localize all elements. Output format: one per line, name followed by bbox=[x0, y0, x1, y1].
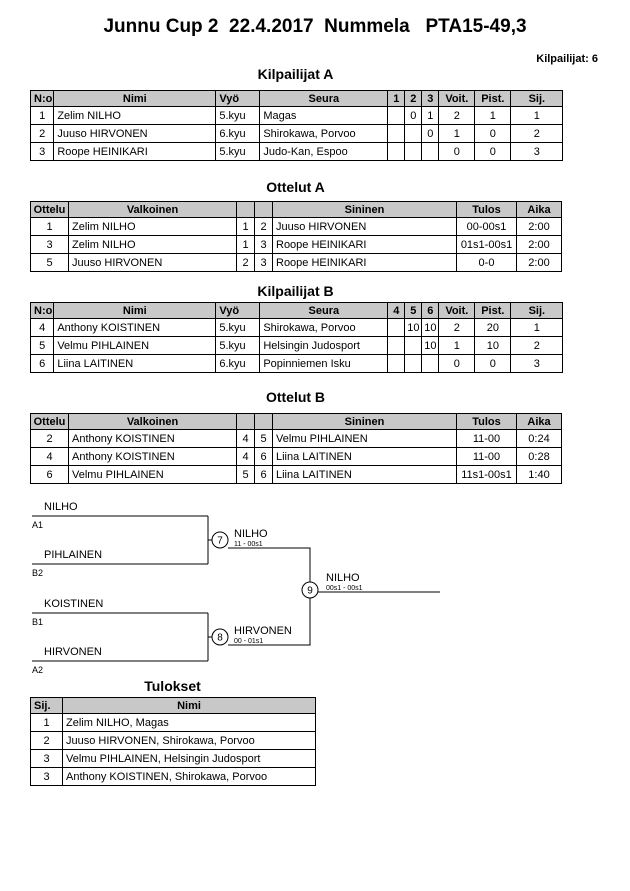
cell-seura: Shirokawa, Porvoo bbox=[260, 125, 388, 143]
cell-sij: 2 bbox=[511, 125, 563, 143]
cell-seura: Shirokawa, Porvoo bbox=[260, 319, 388, 337]
col-header-blue-number bbox=[255, 414, 273, 430]
col-header-vyo: Vyö bbox=[216, 303, 260, 319]
cell-match-number: 4 bbox=[31, 448, 69, 466]
competitor-row bbox=[31, 143, 563, 161]
kilpailijat-a-table bbox=[30, 90, 563, 161]
cell-blue-seed: 2 bbox=[255, 218, 273, 236]
cell-sij: 1 bbox=[511, 107, 563, 125]
col-header-voit: Voit. bbox=[439, 91, 475, 107]
cell-pist: 0 bbox=[475, 143, 511, 161]
cell-match-3 bbox=[422, 143, 439, 161]
cell-match-1 bbox=[388, 107, 405, 125]
cell-no: 3 bbox=[31, 143, 54, 161]
cell-white-seed: 4 bbox=[237, 430, 255, 448]
cell-white-seed: 4 bbox=[237, 448, 255, 466]
col-header-vyo: Vyö bbox=[216, 91, 260, 107]
cell-result: 0-0 bbox=[457, 254, 517, 272]
cell-white-name: Zelim NILHO bbox=[69, 236, 237, 254]
cell-blue-name: Roope HEINIKARI bbox=[273, 254, 457, 272]
cell-seura: Popinniemen Isku bbox=[260, 355, 388, 373]
col-header-seura: Seura bbox=[260, 91, 388, 107]
section-heading-kilpailijat-b: Kilpailijat B bbox=[257, 283, 334, 299]
col-header-match-3: 3 bbox=[422, 91, 439, 107]
cell-white-seed: 1 bbox=[237, 236, 255, 254]
cell-match-number: 6 bbox=[31, 466, 69, 484]
page-title: Junnu Cup 2 22.4.2017 Nummela PTA15-49,3 bbox=[103, 16, 527, 37]
match-row bbox=[31, 236, 562, 254]
cell-blue-name: Liina LAITINEN bbox=[273, 466, 457, 484]
col-header-seura: Seura bbox=[260, 303, 388, 319]
match-9-number: 9 bbox=[307, 585, 313, 597]
cell-placement: 3 bbox=[31, 750, 63, 768]
cell-match-number: 1 bbox=[31, 218, 69, 236]
col-header-no: N:o bbox=[31, 91, 54, 107]
cell-blue-seed: 3 bbox=[255, 236, 273, 254]
match-8-score: 00 - 01s1 bbox=[234, 638, 264, 645]
col-header-pist: Pist. bbox=[475, 303, 511, 319]
cell-white-seed: 1 bbox=[237, 218, 255, 236]
col-header-tulos: Tulos bbox=[457, 414, 517, 430]
result-row bbox=[31, 714, 316, 732]
col-header-voit: Voit. bbox=[439, 303, 475, 319]
cell-sij: 3 bbox=[511, 355, 563, 373]
cell-nimi: Juuso HIRVONEN bbox=[54, 125, 216, 143]
col-header-sij: Sij. bbox=[511, 91, 563, 107]
match-row bbox=[31, 466, 562, 484]
col-header-white-number bbox=[237, 414, 255, 430]
bracket-slot-b2-code: B2 bbox=[32, 568, 44, 578]
col-header-aika: Aika bbox=[517, 414, 562, 430]
result-row bbox=[31, 750, 316, 768]
ottelut-a-table bbox=[30, 201, 562, 272]
cell-white-name: Anthony KOISTINEN bbox=[69, 430, 237, 448]
col-header-aika: Aika bbox=[517, 202, 562, 218]
cell-vyo: 5.kyu bbox=[216, 337, 260, 355]
col-header-valkoinen: Valkoinen bbox=[69, 414, 237, 430]
match-9-winner: NILHO bbox=[326, 572, 360, 584]
col-header-tulos: Tulos bbox=[457, 202, 517, 218]
cell-match-6: 10 bbox=[422, 337, 439, 355]
cell-placement: 3 bbox=[31, 768, 63, 786]
cell-name-club: Juuso HIRVONEN, Shirokawa, Porvoo bbox=[63, 732, 316, 750]
cell-nimi: Roope HEINIKARI bbox=[54, 143, 216, 161]
cell-match-number: 5 bbox=[31, 254, 69, 272]
match-row bbox=[31, 254, 562, 272]
cell-match-4 bbox=[388, 319, 405, 337]
cell-result: 00-00s1 bbox=[457, 218, 517, 236]
cell-voit: 2 bbox=[439, 107, 475, 125]
cell-white-name: Velmu PIHLAINEN bbox=[69, 466, 237, 484]
ottelut-b-table bbox=[30, 413, 562, 484]
cell-result: 11s1-00s1 bbox=[457, 466, 517, 484]
cell-white-name: Anthony KOISTINEN bbox=[69, 448, 237, 466]
cell-placement: 1 bbox=[31, 714, 63, 732]
col-header-pist: Pist. bbox=[475, 91, 511, 107]
cell-match-number: 2 bbox=[31, 430, 69, 448]
cell-seura: Magas bbox=[260, 107, 388, 125]
match-8-number: 8 bbox=[217, 632, 223, 644]
cell-match-2 bbox=[405, 125, 422, 143]
bracket-slot-a1-code: A1 bbox=[32, 520, 44, 530]
cell-sij: 3 bbox=[511, 143, 563, 161]
cell-voit: 1 bbox=[439, 125, 475, 143]
cell-match-1 bbox=[388, 125, 405, 143]
cell-name-club: Zelim NILHO, Magas bbox=[63, 714, 316, 732]
cell-pist: 20 bbox=[475, 319, 511, 337]
cell-no: 2 bbox=[31, 125, 54, 143]
col-header-sininen: Sininen bbox=[273, 414, 457, 430]
cell-blue-seed: 6 bbox=[255, 466, 273, 484]
bracket-slot-a1-name: NILHO bbox=[44, 501, 78, 513]
match-row bbox=[31, 448, 562, 466]
cell-placement: 2 bbox=[31, 732, 63, 750]
cell-nimi: Velmu PIHLAINEN bbox=[54, 337, 216, 355]
cell-no: 5 bbox=[31, 337, 54, 355]
cell-pist: 0 bbox=[475, 125, 511, 143]
cell-match-6: 10 bbox=[422, 319, 439, 337]
bracket-slot-a2-name: HIRVONEN bbox=[44, 646, 102, 658]
cell-no: 4 bbox=[31, 319, 54, 337]
col-header-sij: Sij. bbox=[31, 698, 63, 714]
cell-match-4 bbox=[388, 355, 405, 373]
cell-seura: Judo-Kan, Espoo bbox=[260, 143, 388, 161]
cell-pist: 1 bbox=[475, 107, 511, 125]
cell-vyo: 6.kyu bbox=[216, 125, 260, 143]
cell-white-name: Juuso HIRVONEN bbox=[69, 254, 237, 272]
col-header-match-5: 5 bbox=[405, 303, 422, 319]
cell-nimi: Zelim NILHO bbox=[54, 107, 216, 125]
competitor-row bbox=[31, 107, 563, 125]
cell-time: 2:00 bbox=[517, 218, 562, 236]
match-row bbox=[31, 430, 562, 448]
cell-sij: 2 bbox=[511, 337, 563, 355]
cell-match-3: 0 bbox=[422, 125, 439, 143]
competitors-count-label: Kilpailijat: 6 bbox=[536, 53, 598, 65]
cell-no: 1 bbox=[31, 107, 54, 125]
match-7-winner: NILHO bbox=[234, 528, 268, 540]
bracket-slot-a2-code: A2 bbox=[32, 665, 44, 675]
cell-blue-seed: 6 bbox=[255, 448, 273, 466]
col-header-sininen: Sininen bbox=[273, 202, 457, 218]
col-header-valkoinen: Valkoinen bbox=[69, 202, 237, 218]
table-header-row bbox=[31, 202, 562, 218]
cell-match-1 bbox=[388, 143, 405, 161]
col-header-nimi: Nimi bbox=[54, 91, 216, 107]
match-7-score: 11 - 00s1 bbox=[234, 541, 263, 548]
bracket-slot-b1-name: KOISTINEN bbox=[44, 598, 104, 610]
cell-blue-name: Roope HEINIKARI bbox=[273, 236, 457, 254]
section-heading-ottelut-b: Ottelut B bbox=[265, 389, 326, 405]
section-heading-kilpailijat-a: Kilpailijat A bbox=[257, 66, 334, 82]
col-header-match-4: 4 bbox=[388, 303, 405, 319]
cell-seura: Helsingin Judosport bbox=[260, 337, 388, 355]
competitor-row bbox=[31, 337, 563, 355]
cell-blue-name: Juuso HIRVONEN bbox=[273, 218, 457, 236]
cell-result: 01s1-00s1 bbox=[457, 236, 517, 254]
cell-sij: 1 bbox=[511, 319, 563, 337]
table-header-row bbox=[31, 303, 563, 319]
result-row bbox=[31, 732, 316, 750]
match-7-number: 7 bbox=[217, 535, 223, 547]
table-header-row bbox=[31, 91, 563, 107]
col-header-blue-number bbox=[255, 202, 273, 218]
cell-match-3: 1 bbox=[422, 107, 439, 125]
col-header-ottelu: Ottelu bbox=[31, 414, 69, 430]
cell-voit: 0 bbox=[439, 355, 475, 373]
cell-vyo: 6.kyu bbox=[216, 355, 260, 373]
result-row bbox=[31, 768, 316, 786]
cell-result: 11-00 bbox=[457, 430, 517, 448]
bracket-slot-b1-code: B1 bbox=[32, 617, 44, 627]
col-header-ottelu: Ottelu bbox=[31, 202, 69, 218]
cell-match-2 bbox=[405, 143, 422, 161]
cell-match-5 bbox=[405, 355, 422, 373]
cell-blue-name: Liina LAITINEN bbox=[273, 448, 457, 466]
cell-match-6 bbox=[422, 355, 439, 373]
cell-nimi: Anthony KOISTINEN bbox=[54, 319, 216, 337]
cell-match-4 bbox=[388, 337, 405, 355]
match-row bbox=[31, 218, 562, 236]
table-header-row bbox=[31, 698, 316, 714]
cell-match-2: 0 bbox=[405, 107, 422, 125]
cell-pist: 10 bbox=[475, 337, 511, 355]
cell-time: 1:40 bbox=[517, 466, 562, 484]
cell-vyo: 5.kyu bbox=[216, 143, 260, 161]
cell-name-club: Anthony KOISTINEN, Shirokawa, Porvoo bbox=[63, 768, 316, 786]
col-header-white-number bbox=[237, 202, 255, 218]
cell-white-seed: 2 bbox=[237, 254, 255, 272]
col-header-match-6: 6 bbox=[422, 303, 439, 319]
cell-match-number: 3 bbox=[31, 236, 69, 254]
section-heading-tulokset: Tulokset bbox=[144, 678, 201, 694]
col-header-nimi: Nimi bbox=[63, 698, 316, 714]
kilpailijat-b-table bbox=[30, 302, 563, 373]
competitor-row bbox=[31, 319, 563, 337]
cell-time: 2:00 bbox=[517, 254, 562, 272]
col-header-sij: Sij. bbox=[511, 303, 563, 319]
match-8-winner: HIRVONEN bbox=[234, 625, 292, 637]
cell-match-5: 10 bbox=[405, 319, 422, 337]
col-header-nimi: Nimi bbox=[54, 303, 216, 319]
cell-white-name: Zelim NILHO bbox=[69, 218, 237, 236]
cell-nimi: Liina LAITINEN bbox=[54, 355, 216, 373]
competitor-row bbox=[31, 125, 563, 143]
col-header-no: N:o bbox=[31, 303, 54, 319]
cell-pist: 0 bbox=[475, 355, 511, 373]
table-header-row bbox=[31, 414, 562, 430]
cell-voit: 2 bbox=[439, 319, 475, 337]
bracket-slot-b2-name: PIHLAINEN bbox=[44, 549, 103, 561]
col-header-match-1: 1 bbox=[388, 91, 405, 107]
cell-vyo: 5.kyu bbox=[216, 319, 260, 337]
cell-voit: 1 bbox=[439, 337, 475, 355]
match-9-score: 00s1 - 00s1 bbox=[326, 585, 363, 592]
cell-time: 0:24 bbox=[517, 430, 562, 448]
cell-voit: 0 bbox=[439, 143, 475, 161]
cell-time: 2:00 bbox=[517, 236, 562, 254]
cell-name-club: Velmu PIHLAINEN, Helsingin Judosport bbox=[63, 750, 316, 768]
cell-blue-seed: 5 bbox=[255, 430, 273, 448]
cell-no: 6 bbox=[31, 355, 54, 373]
cell-blue-name: Velmu PIHLAINEN bbox=[273, 430, 457, 448]
cell-blue-seed: 3 bbox=[255, 254, 273, 272]
finals-bracket-diagram bbox=[28, 498, 468, 680]
col-header-match-2: 2 bbox=[405, 91, 422, 107]
tulokset-table bbox=[30, 697, 316, 786]
competitor-row bbox=[31, 355, 563, 373]
cell-time: 0:28 bbox=[517, 448, 562, 466]
section-heading-ottelut-a: Ottelut A bbox=[266, 179, 325, 195]
cell-result: 11-00 bbox=[457, 448, 517, 466]
cell-match-5 bbox=[405, 337, 422, 355]
cell-vyo: 5.kyu bbox=[216, 107, 260, 125]
cell-white-seed: 5 bbox=[237, 466, 255, 484]
